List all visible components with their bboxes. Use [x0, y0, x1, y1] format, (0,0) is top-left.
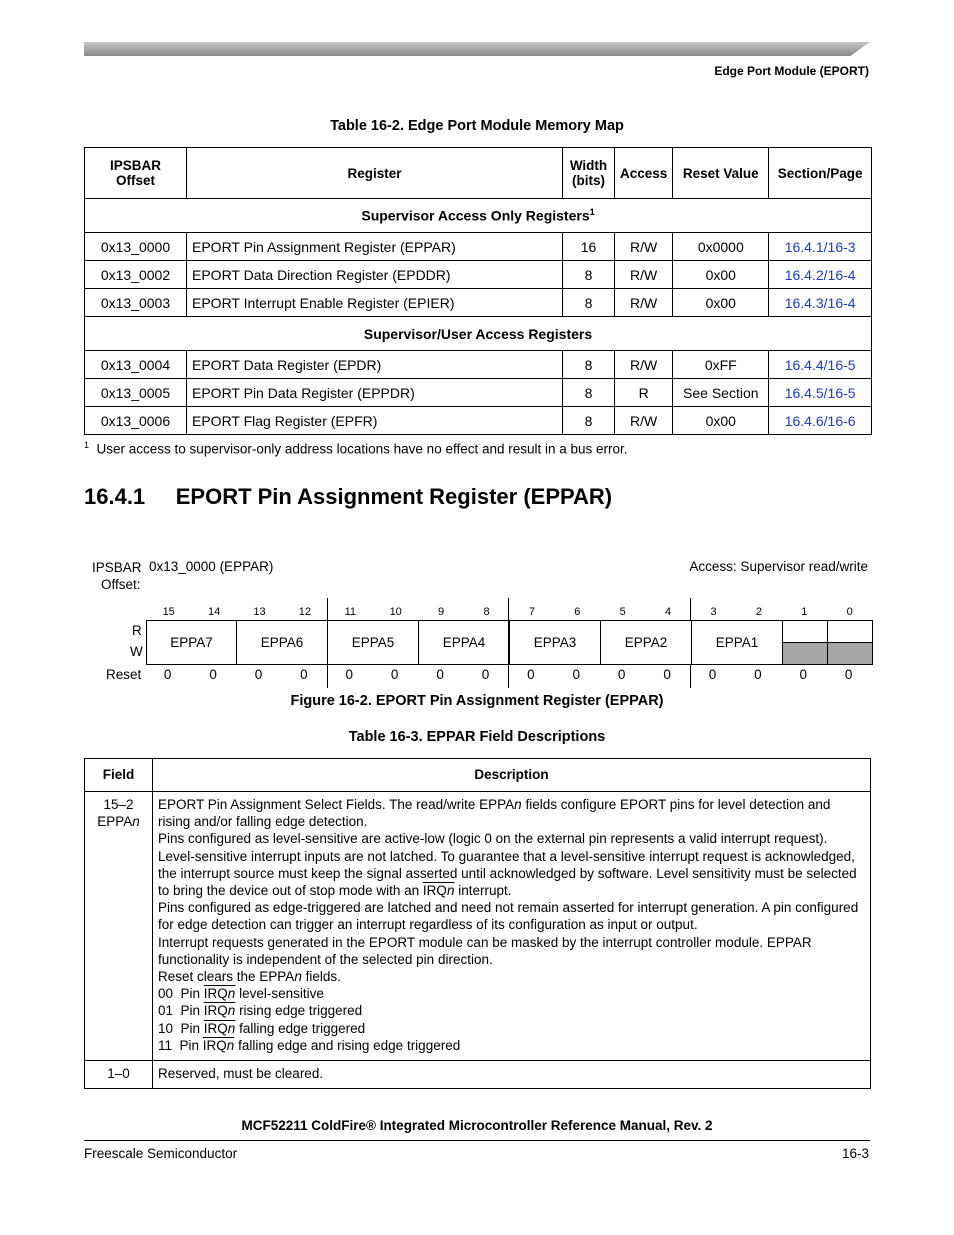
cell-register: EPORT Data Direction Register (EPDDR) [187, 261, 563, 289]
offset-label: IPSBAR Offset: [92, 560, 142, 592]
cell-access: R/W [615, 261, 673, 289]
option-01: 01 Pin $\overline{IRQ}\overline{n}$ rising edge triggered [158, 1003, 363, 1019]
table-row [85, 289, 872, 317]
reset-value: 0 [300, 667, 308, 682]
cell-page [769, 407, 872, 435]
section-link[interactable]: 16.4.6/16-6 [784, 412, 856, 429]
group-row [85, 317, 872, 351]
cell-width: 8 [563, 289, 615, 317]
section-link[interactable]: 16.4.1/16-3 [784, 238, 856, 255]
bit-number: 14 [207, 606, 221, 618]
cell-reset: See Section [673, 379, 769, 407]
cell-reset: 0x00 [673, 261, 769, 289]
col-description: Description [153, 759, 871, 792]
cell-offset: 0x13_0005 [85, 379, 187, 407]
bit-number: 12 [298, 606, 312, 618]
bit-number: 0 [846, 606, 853, 618]
cell-width: 16 [563, 233, 615, 261]
table-row [85, 233, 872, 261]
cell-reset: 0x0000 [673, 233, 769, 261]
cell-register: EPORT Flag Register (EPFR) [187, 407, 563, 435]
field-description-table [84, 758, 871, 1089]
col-register: Register [187, 148, 563, 199]
reset-value: 0 [572, 667, 581, 682]
reset-label: Reset [106, 667, 142, 682]
cell-width: 8 [563, 351, 615, 379]
reset-value: 0 [209, 667, 217, 682]
cell-width: 8 [563, 379, 615, 407]
nibble-divider [690, 598, 691, 620]
reset-value: 0 [617, 667, 626, 682]
field-eppa6: EPPA6 [237, 621, 328, 665]
cell-reset: 0x00 [673, 407, 769, 435]
footer-page: 16-3 [841, 1146, 869, 1161]
field-eppa1: EPPA1 [692, 621, 783, 665]
table-row [85, 407, 872, 435]
cell-reset: 0xFF [673, 351, 769, 379]
footer-company: Freescale Semiconductor [84, 1146, 238, 1161]
section-link[interactable]: 16.4.4/16-5 [784, 356, 856, 373]
reset-value: 0 [844, 667, 853, 682]
cell-register: EPORT Interrupt Enable Register (EPIER) [187, 289, 563, 317]
reset-value: 0 [527, 667, 535, 682]
table-row [85, 261, 872, 289]
col-field: Field [85, 759, 153, 792]
cell-page [769, 261, 872, 289]
field-eppa4: EPPA4 [419, 621, 510, 665]
cell-register: EPORT Pin Data Register (EPPDR) [187, 379, 563, 407]
cell-access: R/W [615, 289, 673, 317]
field-eppa7: EPPA7 [147, 621, 237, 665]
bit-number: 11 [344, 606, 356, 618]
table-row [85, 351, 872, 379]
table2-caption: Table 16-3. EPPAR Field Descriptions [348, 729, 606, 745]
cell-register: EPORT Data Register (EPDR) [187, 351, 563, 379]
register-diagram [146, 620, 873, 665]
cell-offset: 0x13_0004 [85, 351, 187, 379]
table-row [85, 792, 871, 1061]
cell-register: EPORT Pin Assignment Register (EPPAR) [187, 233, 563, 261]
cell-width: 8 [563, 407, 615, 435]
bit-number: 3 [710, 606, 717, 618]
cell-description: Reserved, must be cleared. [153, 1061, 871, 1089]
reset-value: 0 [163, 667, 172, 682]
col-offset: IPSBAR Offset [85, 148, 187, 199]
section-link[interactable]: 16.4.5/16-5 [784, 384, 856, 401]
bit-number: 6 [574, 606, 581, 618]
cell-page [769, 379, 872, 407]
cell-access: R [615, 379, 673, 407]
bit-number: 7 [528, 606, 535, 618]
col-reset: Reset Value [673, 148, 769, 199]
bit-number: 15 [162, 606, 175, 618]
offset-value: 0x13_0000 (EPPAR) [149, 559, 274, 574]
cell-field: 15–2 EPPAn [85, 792, 153, 1061]
cell-page [769, 351, 872, 379]
reset-value: 0 [436, 667, 444, 682]
reset-value: 0 [481, 667, 490, 682]
reset-value: 0 [390, 667, 399, 682]
cell-access: R/W [615, 407, 673, 435]
memory-map-table [84, 147, 872, 435]
read-label: R [132, 623, 142, 638]
col-width: Width (bits) [563, 148, 615, 199]
nibble-divider [327, 598, 328, 620]
section-link[interactable]: 16.4.3/16-4 [784, 294, 856, 311]
header-bar [84, 42, 870, 56]
manual-title: MCF52211 ColdFire® Integrated Microcontroller Reference Manual, Rev. 2 [241, 1118, 713, 1133]
bit-number: 8 [483, 606, 490, 618]
group-title: Supervisor/User Access Registers [85, 317, 872, 351]
cell-offset: 0x13_0000 [85, 233, 187, 261]
footnote: $^1$ User access to supervisor-only address locations have no effect and result in a bus error. [84, 440, 628, 457]
table-header-row [85, 148, 872, 199]
cell-field: 1–0 [85, 1061, 153, 1089]
option-00: 00 Pin $\overline{IRQ}\overline{n}$ level-sensitive [158, 986, 324, 1002]
figure-caption: Figure 16-2. EPORT Pin Assignment Register (EPPAR) [290, 693, 664, 709]
section-link[interactable]: 16.4.2/16-4 [784, 266, 856, 283]
col-page: Section/Page [769, 148, 872, 199]
cell-description: EPORT Pin Assignment Select Fields. The read/write EPPAn fields configure EPORT pins for level detection and rising and/or falling edge detection. Pins configured as level-sensitive are active-low (logic 0 on the external pin represents a valid interrupt request). Level-sensitive interrupt inputs are not latched. To guarantee that a level-sensitive interrupt request is acknowledged, the interrupt source must keep the signal asserted until acknowledged by software. Level sensitivity must be selected to bring the device out of stop mode with an $\overline{IRQ}\overline{n}$ interrupt. Pins configured as edge-triggered are latched and need not remain asserted for interrupt generation. A pin configured for edge detection can trigger an interrupt regardless of its configuration as input or output. Interrupt requests generated in the EPORT module can be masked by the interrupt controller module. EPPAR functionality is independent of the selected pin direction. Reset clears the EPPAn fields. 00 Pin $\overline{IRQ}\overline{n}$ level-sensitive 01 Pin $\overline{IRQ}\overline{n}$ rising edge triggered 10 Pin $\overline{IRQ}\overline{n}$ falling edge triggered 11 Pin $\overline{IRQ}\overline{n}$ falling edge and rising edge triggered [153, 792, 871, 1061]
col-access: Access [615, 148, 673, 199]
access-label: Access: Supervisor read/write [689, 559, 868, 574]
cell-access: R/W [615, 233, 673, 261]
nibble-divider [690, 665, 691, 688]
bit-number: 2 [755, 606, 762, 618]
reserved-bit-1-read [783, 621, 828, 643]
nibble-divider [327, 665, 328, 688]
reset-value: 0 [254, 667, 263, 682]
table-row [85, 1061, 871, 1089]
reset-value: 0 [754, 667, 762, 682]
bit-number: 13 [253, 606, 266, 618]
reserved-bit-1-write [783, 643, 828, 665]
reserved-bit-0-read [828, 621, 873, 643]
bit-number: 1 [801, 606, 808, 618]
reset-value: 0 [799, 667, 808, 682]
option-10: 10 Pin $\overline{IRQ}\overline{n}$ falling edge triggered [158, 1020, 366, 1036]
cell-page [769, 233, 872, 261]
cell-page [769, 289, 872, 317]
bit-number: 9 [438, 606, 445, 618]
group-title: Supervisor Access Only Registers$^1$ [85, 199, 872, 233]
reset-value: 0 [663, 667, 671, 682]
cell-reset: 0x00 [673, 289, 769, 317]
table1-caption: Table 16-2. Edge Port Module Memory Map [330, 118, 624, 134]
table-row [85, 379, 872, 407]
cell-access: R/W [615, 351, 673, 379]
cell-offset: 0x13_0002 [85, 261, 187, 289]
field-eppa3: EPPA3 [510, 621, 601, 665]
reset-value: 0 [345, 667, 354, 682]
bit-number: 10 [389, 606, 402, 618]
bit-number: 4 [665, 606, 672, 618]
cell-width: 8 [563, 261, 615, 289]
reset-value: 0 [708, 667, 717, 682]
bit-number: 5 [619, 606, 626, 618]
cell-offset: 0x13_0003 [85, 289, 187, 317]
section-heading: 16.4.1 EPORT Pin Assignment Register (EPPAR) [84, 484, 613, 509]
field-eppa5: EPPA5 [328, 621, 419, 665]
group-row [85, 199, 872, 233]
write-label: W [130, 644, 143, 659]
cell-offset: 0x13_0006 [85, 407, 187, 435]
footer-rule [84, 1140, 870, 1141]
running-title: Edge Port Module (EPORT) [714, 64, 869, 78]
field-eppa2: EPPA2 [601, 621, 692, 665]
option-11: 11 Pin $\overline{IRQ}\overline{n}$ falling edge and rising edge triggered [158, 1037, 461, 1053]
reserved-bit-0-write [828, 643, 873, 665]
